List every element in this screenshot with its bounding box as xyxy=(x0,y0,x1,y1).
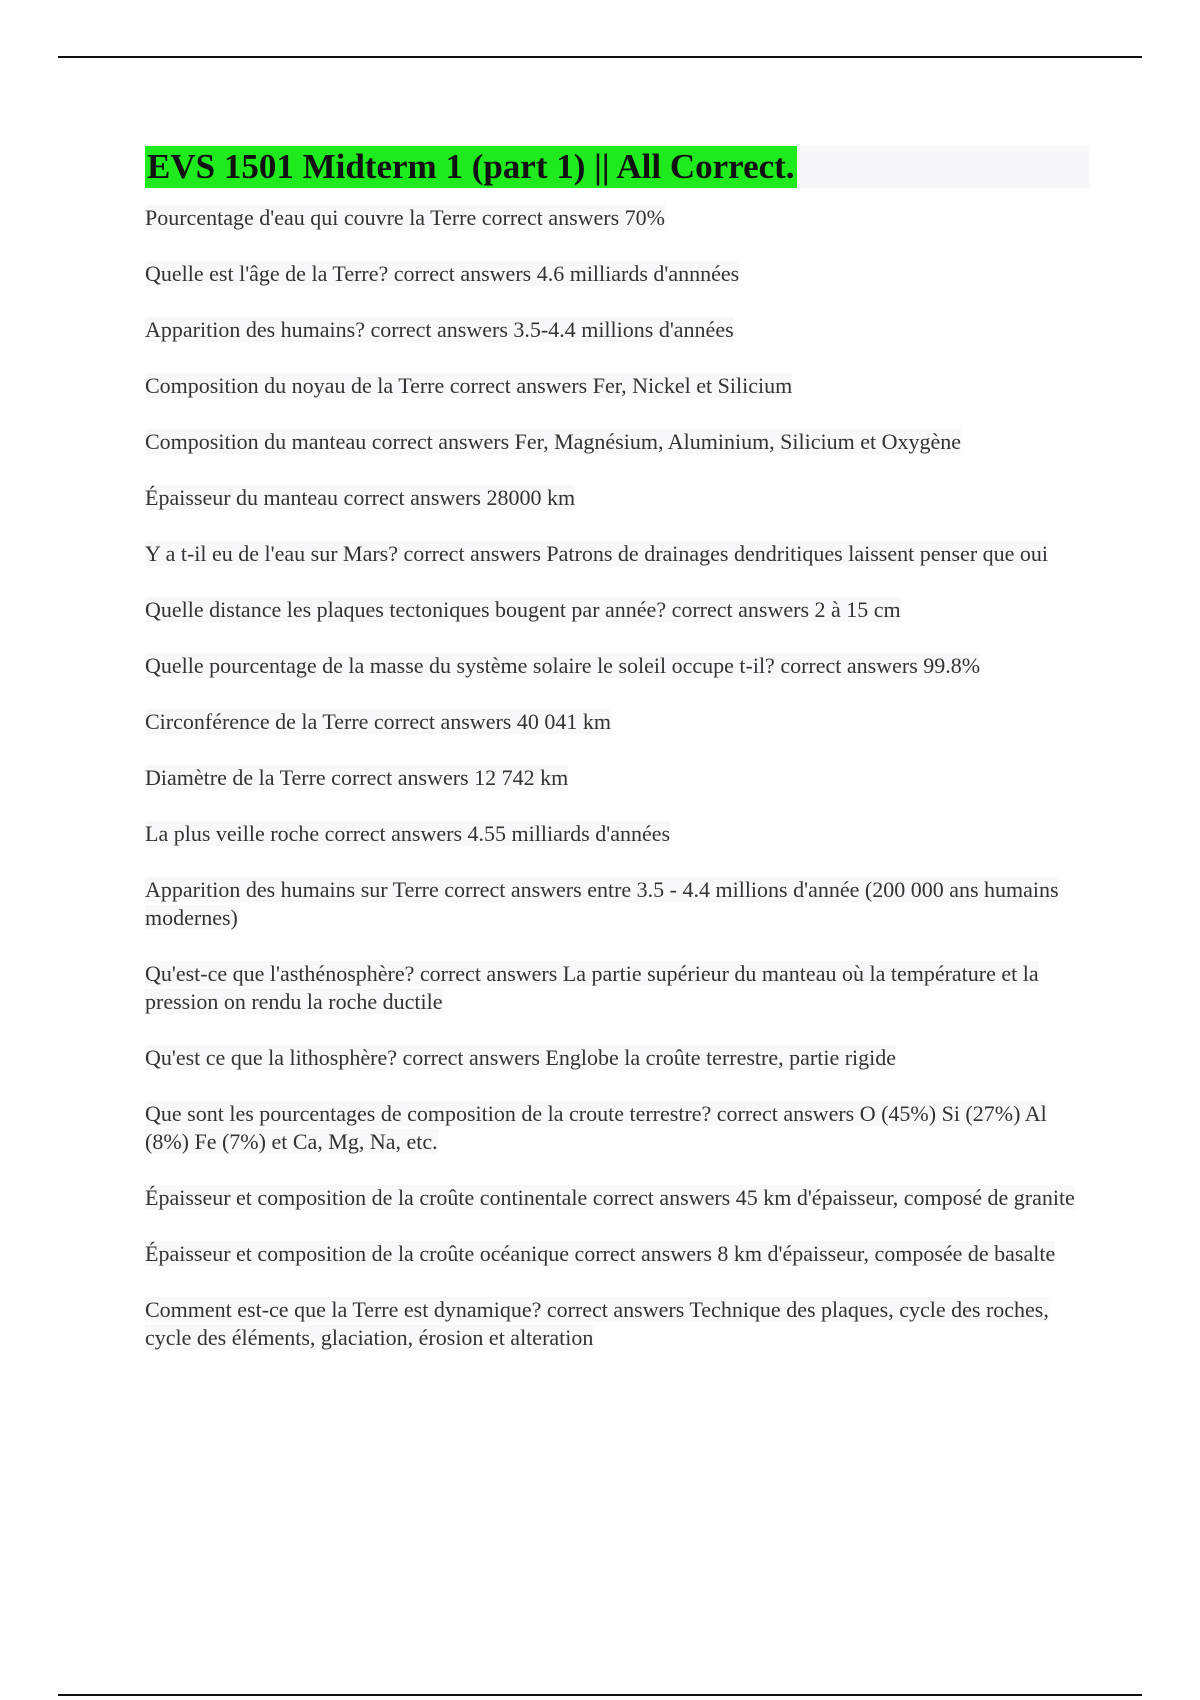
qa-item-11: Diamètre de la Terre correct answers 12 742 km xyxy=(145,765,569,790)
qa-item-14: Qu'est-ce que l'asthénosphère? correct answers La partie supérieur du manteau où la température et la pression on rendu la roche ductile xyxy=(145,961,1039,1014)
qa-item-8: Quelle distance les plaques tectoniques bougent par année? correct answers 2 à 15 cm xyxy=(145,597,901,622)
top-rule xyxy=(58,56,1142,58)
qa-item-19: Comment est-ce que la Terre est dynamique? correct answers Technique des plaques, cycle des roches, cycle des éléments, glaciation, érosion et alteration xyxy=(145,1297,1049,1350)
qa-item-18: Épaisseur et composition de la croûte océanique correct answers 8 km d'épaisseur, composée de basalte xyxy=(145,1241,1056,1266)
document-body xyxy=(145,146,1089,1380)
qa-item-12: La plus veille roche correct answers 4.55 milliards d'années xyxy=(145,821,671,846)
qa-item-15: Qu'est ce que la lithosphère? correct answers Englobe la croûte terrestre, partie rigide xyxy=(145,1045,897,1070)
qa-item-7: Y a t-il eu de l'eau sur Mars? correct answers Patrons de drainages dendritiques laissent penser que oui xyxy=(145,541,1049,566)
qa-item-4: Composition du noyau de la Terre correct answers Fer, Nickel et Silicium xyxy=(145,373,793,398)
document-title: EVS 1501 Midterm 1 (part 1) || All Correct. xyxy=(147,147,795,186)
qa-item-9: Quelle pourcentage de la masse du système solaire le soleil occupe t-il? correct answers 99.8% xyxy=(145,653,981,678)
qa-item-2: Quelle est l'âge de la Terre? correct answers 4.6 milliards d'annnées xyxy=(145,261,740,286)
qa-item-10: Circonférence de la Terre correct answers 40 041 km xyxy=(145,709,611,734)
qa-item-6: Épaisseur du manteau correct answers 28000 km xyxy=(145,485,576,510)
qa-item-1: Pourcentage d'eau qui couvre la Terre correct answers 70% xyxy=(145,205,666,230)
qa-item-5: Composition du manteau correct answers Fer, Magnésium, Aluminium, Silicium et Oxygène xyxy=(145,429,962,454)
bottom-rule xyxy=(58,1694,1142,1696)
qa-item-3: Apparition des humains? correct answers 3.5-4.4 millions d'années xyxy=(145,317,734,342)
title-row xyxy=(145,146,1089,188)
qa-item-13: Apparition des humains sur Terre correct answers entre 3.5 - 4.4 millions d'année (200 000 ans humains modernes) xyxy=(145,877,1059,930)
qa-item-17: Épaisseur et composition de la croûte continentale correct answers 45 km d'épaisseur, composé de granite xyxy=(145,1185,1075,1210)
qa-item-16: Que sont les pourcentages de composition de la croute terrestre? correct answers O (45%) Si (27%) Al (8%) Fe (7%) et Ca, Mg, Na, etc. xyxy=(145,1101,1047,1154)
